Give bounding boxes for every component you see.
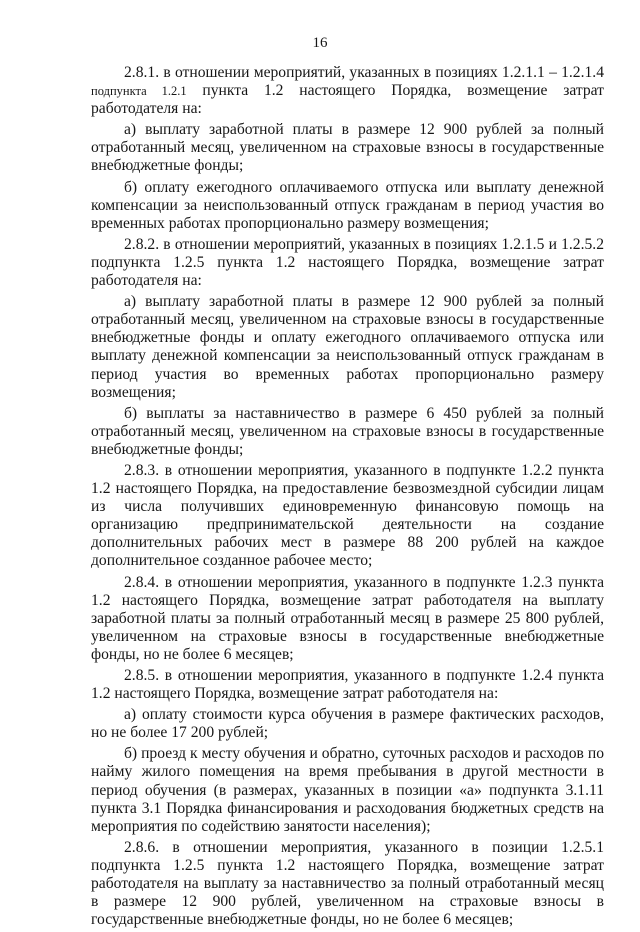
paragraph-2-8-5-a: а) оплату стоимости курса обучения в размере фактических расходов, но не более 17 200 рублей; — [91, 706, 604, 742]
page-number: 16 — [312, 35, 328, 51]
paragraph-2-8-3: 2.8.3. в отношении мероприятия, указанного в подпункте 1.2.2 пункта 1.2 настоящего Порядка, на предоставление безвозмездной субсидии лицам из числа получивших единовременную финансовую помощь на организацию предпринимательской деятельности на создание дополнительных рабочих мест в размере 88 200 рублей на каждое дополнительное созданное рабочее место; — [91, 461, 604, 570]
paragraph-2-8-6: 2.8.6. в отношении мероприятия, указанного в позиции 1.2.5.1 подпункта 1.2.5 пункта 1.2 настоящего Порядка, возмещение затрат работодателя на выплату за наставничество за полный отработанный месяц в размере 12 900 рублей, увеличенном на страховые взносы в государственные внебюджетные фонды, но не более 6 месяцев; — [91, 838, 604, 929]
paragraph-2-8-1 — [91, 64, 604, 118]
document-body — [91, 64, 604, 932]
paragraph-2-8-4: 2.8.4. в отношении мероприятия, указанного в подпункте 1.2.3 пункта 1.2 настоящего Порядка, возмещение затрат работодателя на выплату заработной платы за полный отработанный месяц в размере 25 800 рублей, увеличенном на страховые взносы в государственные внебюджетные фонды, но не более 6 месяцев; — [91, 573, 604, 663]
paragraph-2-8-1-a: а) выплату заработной платы в размере 12 900 рублей за полный отработанный месяц, увеличенном на страховые взносы в государственные внебюджетные фонды; — [91, 121, 604, 175]
paragraph-2-8-2-a: а) выплату заработной платы в размере 12 900 рублей за полный отработанный месяц, увеличенном на страховые взносы в государственные внебюджетные фонды и оплату ежегодного оплачиваемого отпуска или выплату денежной компенсации за неиспользованный отпуск гражданам в период участия во временных работах пропорционально размеру возмещения; — [91, 293, 604, 401]
paragraph-2-8-1-text-b: подпункта 1.2.1 — [91, 84, 187, 99]
paragraph-2-8-1-text-c: пункта 1.2 настоящего Порядка, возмещение затрат работодателя на: — [91, 82, 604, 118]
paragraph-2-8-1-text-a: 2.8.1. в отношении мероприятий, указанных в позициях 1.2.1.1 – 1.2.1.4 — [124, 64, 604, 81]
paragraph-2-8-2: 2.8.2. в отношении мероприятий, указанных в позициях 1.2.1.5 и 1.2.5.2 подпункта 1.2.5 пункта 1.2 настоящего Порядка, возмещение затрат работодателя на: — [91, 235, 604, 290]
paragraph-2-8-5-b: б) проезд к месту обучения и обратно, суточных расходов и расходов по найму жилого помещения на время пребывания в другой местности в период обучения (в размерах, указанных в позиции «а» подпункта 3.1.11 пункта 3.1 Порядка финансирования и расходования бюджетных средств на мероприятия по содействию занятости населения); — [91, 745, 604, 835]
paragraph-2-8-5: 2.8.5. в отношении мероприятия, указанного в подпункте 1.2.4 пункта 1.2 настоящего Порядка, возмещение затрат работодателя на: — [91, 667, 604, 703]
paragraph-2-8-2-b: б) выплаты за наставничество в размере 6 450 рублей за полный отработанный месяц, увеличенном на страховые взносы в государственные внебюджетные фонды; — [91, 404, 604, 458]
paragraph-2-8-1-b: б) оплату ежегодного оплачиваемого отпуска или выплату денежной компенсации за неиспользованный отпуск гражданам в период участия во временных работах пропорционально размеру возмещения; — [91, 178, 604, 232]
